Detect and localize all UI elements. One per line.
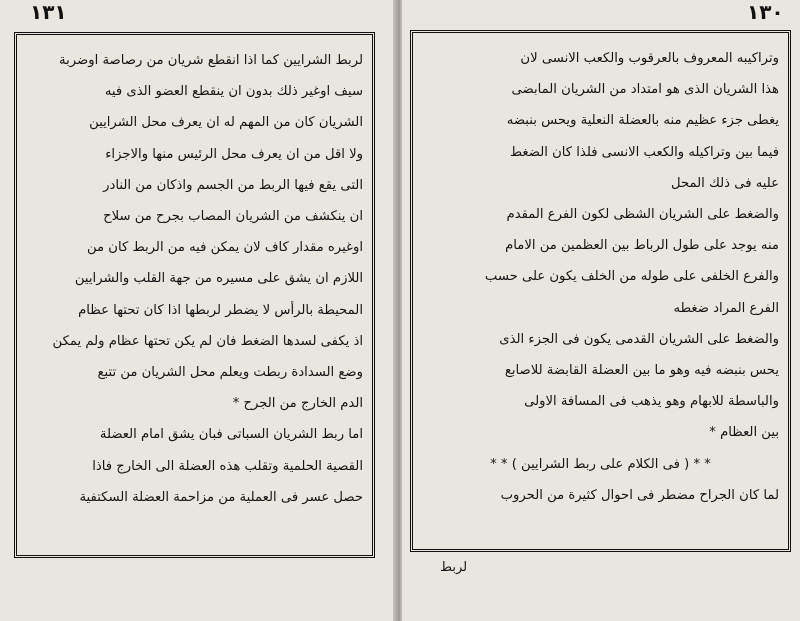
text-frame-right [410,30,791,552]
text-line: ان ينكشف من الشريان المصاب بجرح من سلاح [103,209,363,225]
section-heading: * * ( فى الكلام على ربط الشرايين ) * * [490,456,711,472]
right-page [402,0,800,621]
text-line: منه يوجد على طول الرباط بين العظمين من الامام [505,238,779,254]
text-line: اذ يكفى لسدها الضغط فان لم يكن تحتها عظام ولم يمكن [52,333,363,349]
text-line: يحس بنبضه فيه وهو ما بين العضلة القابضة للاصابع [504,363,779,379]
text-line: هذا الشريان الذى هو امتداد من الشريان المابضى [511,82,779,98]
text-line: اللازم ان يشق على مسيره من جهة القلب والشرايين [74,271,363,287]
text-line: لربط الشرايين كما اذا انقطع شريان من رصاصة اوضربة [59,53,363,68]
text-line: والباسطة للابهام وهو يذهب فى المسافة الاولى [524,394,779,410]
page-number-left: ١٣١ [30,0,67,24]
text-line: اوغيره مقدار كاف لان يمكن فيه من الربط كان من [87,240,363,256]
text-line: حصل عسر فى العملية من مزاحمة العضلة السكتفية [79,489,363,505]
text-line: المحيطة بالرأس لا يضطر لربطها اذا كان تحتها عظام [78,302,363,318]
text-line: عليه فى ذلك المحل [671,175,779,191]
text-line: والضغط على الشريان الشظى لكون الفرع المقدم [506,207,779,223]
text-block-left [17,35,372,513]
page-number-right: ١٣٠ [747,0,784,24]
text-line: الفرع المراد ضغطه [673,300,779,316]
left-page [0,0,398,621]
text-line: وضع السدادة ربطت ويعلم محل الشريان من تتبع [97,365,363,381]
text-line: القصية الحلمية وتقلب هذه العضلة الى الخارج فاذا [92,458,363,474]
text-frame-left [14,32,375,558]
text-line: الدم الخارج من الجرح * [232,396,363,412]
text-line: فيما بين وتراكيله والكعب الانسى فلذا كان الضغط [509,144,779,160]
text-line: سيف اوغير ذلك بدون ان ينقطع العضو الذى فيه [104,84,363,100]
text-line: بين العظام * [709,425,779,441]
text-line: التى يقع فيها الربط من الجسم واذكان من النادر [103,177,363,193]
text-line: يغطى جزء عظيم منه بالعضلة النعلية ويحس بنبضه [506,113,779,129]
text-line: والفرع الخلفى على طوله من الخلف يكون على حسب [484,269,779,285]
text-line: الشريان كان من المهم له ان يعرف محل الشرايين [89,115,363,131]
text-line: اما ربط الشريان السباتى فبان يشق امام العضلة [99,427,363,443]
catchword: لربط [440,560,468,575]
text-line: وتراكيبه المعروف بالعرقوب والكعب الانسى لان [520,51,779,66]
text-line: والضغط على الشريان القدمى يكون فى الجزء الذى [499,331,779,347]
text-line: ولا اقل من ان يعرف محل الرئيس منها والاجزاء [105,146,363,162]
text-line: لما كان الجراح مضطر فى احوال كثيرة من الحروب [500,487,779,503]
text-block-right [413,33,788,511]
